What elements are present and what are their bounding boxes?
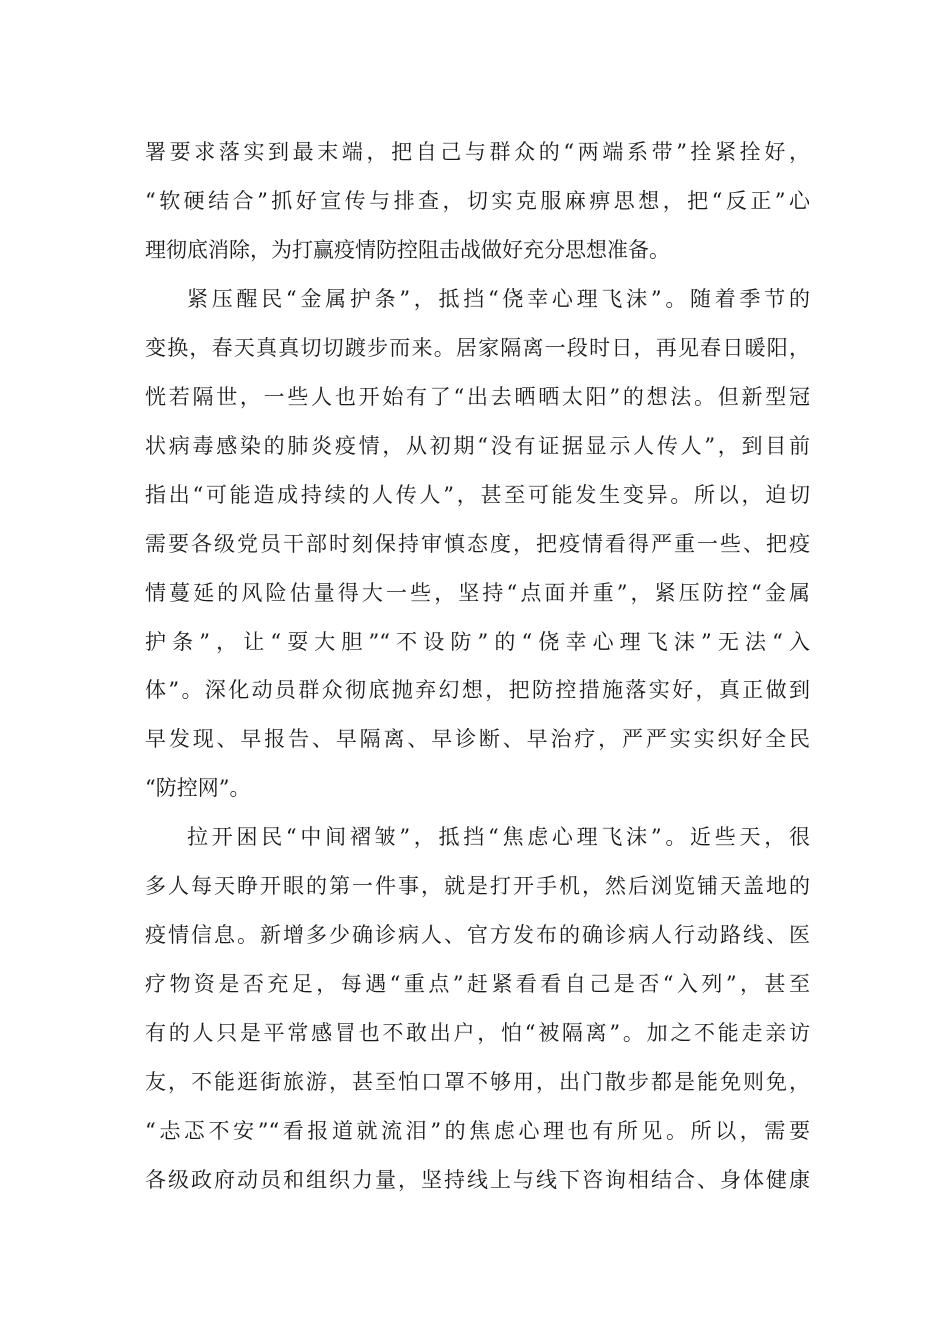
text-line: 体”。深化动员群众彻底抛弃幻想，把防控措施落实好，真正做到 — [145, 678, 810, 703]
text-line: 早发现、早报告、早隔离、早诊断、早治疗，严严实实织好全民 — [145, 727, 810, 752]
text-line: “防控网”。 — [145, 776, 251, 801]
text-line: “软硬结合”抓好宣传与排查，切实克服麻痹思想，把“反正”心 — [145, 188, 810, 213]
text-line: 指出“可能造成持续的人传人”，甚至可能发生变异。所以，迫切 — [145, 482, 810, 507]
text-line: 有的人只是平常感冒也不敢出户，怕“被隔离”。加之不能走亲访 — [145, 1021, 810, 1046]
text-line: 护条”，让“耍大胆”“不设防”的“侥幸心理飞沫”无法“入 — [145, 629, 810, 654]
text-line: 变换，春天真真切切踱步而来。居家隔离一段时日，再见春日暖阳， — [145, 335, 810, 360]
text-line: 疗物资是否充足，每遇“重点”赶紧看看自己是否“入列”，甚至 — [145, 972, 810, 997]
text-line: 疫情信息。新增多少确诊病人、官方发布的确诊病人行动路线、医 — [145, 923, 810, 948]
text-line: 友，不能逛街旅游，甚至怕口罩不够用，出门散步都是能免则免， — [145, 1070, 810, 1095]
text-line: 需要各级党员干部时刻保持审慎态度，把疫情看得严重一些、把疫 — [145, 531, 810, 556]
text-line: 拉开困民“中间褶皱”，抵挡“焦虑心理飞沫”。近些天，很 — [187, 825, 810, 850]
text-line: 紧压醒民“金属护条”，抵挡“侥幸心理飞沫”。随着季节的 — [187, 286, 810, 311]
text-line: 情蔓延的风险估量得大一些，坚持“点面并重”，紧压防控“金属 — [145, 580, 810, 605]
text-line: 各级政府动员和组织力量，坚持线上与线下咨询相结合、身体健康 — [145, 1168, 810, 1193]
text-line: 理彻底消除，为打赢疫情防控阻击战做好充分思想准备。 — [145, 237, 670, 262]
text-line: 署要求落实到最末端，把自己与群众的“两端系带”拴紧拴好， — [145, 140, 810, 164]
text-line: 恍若隔世，一些人也开始有了“出去晒晒太阳”的想法。但新型冠 — [145, 384, 810, 409]
text-line: 多人每天睁开眼的第一件事，就是打开手机，然后浏览铺天盖地的 — [145, 874, 810, 899]
text-line: “忐忑不安”“看报道就流泪”的焦虑心理也有所见。所以，需要 — [145, 1119, 810, 1144]
text-line: 状病毒感染的肺炎疫情，从初期“没有证据显示人传人”，到目前 — [145, 433, 810, 458]
body-text — [145, 128, 810, 1205]
